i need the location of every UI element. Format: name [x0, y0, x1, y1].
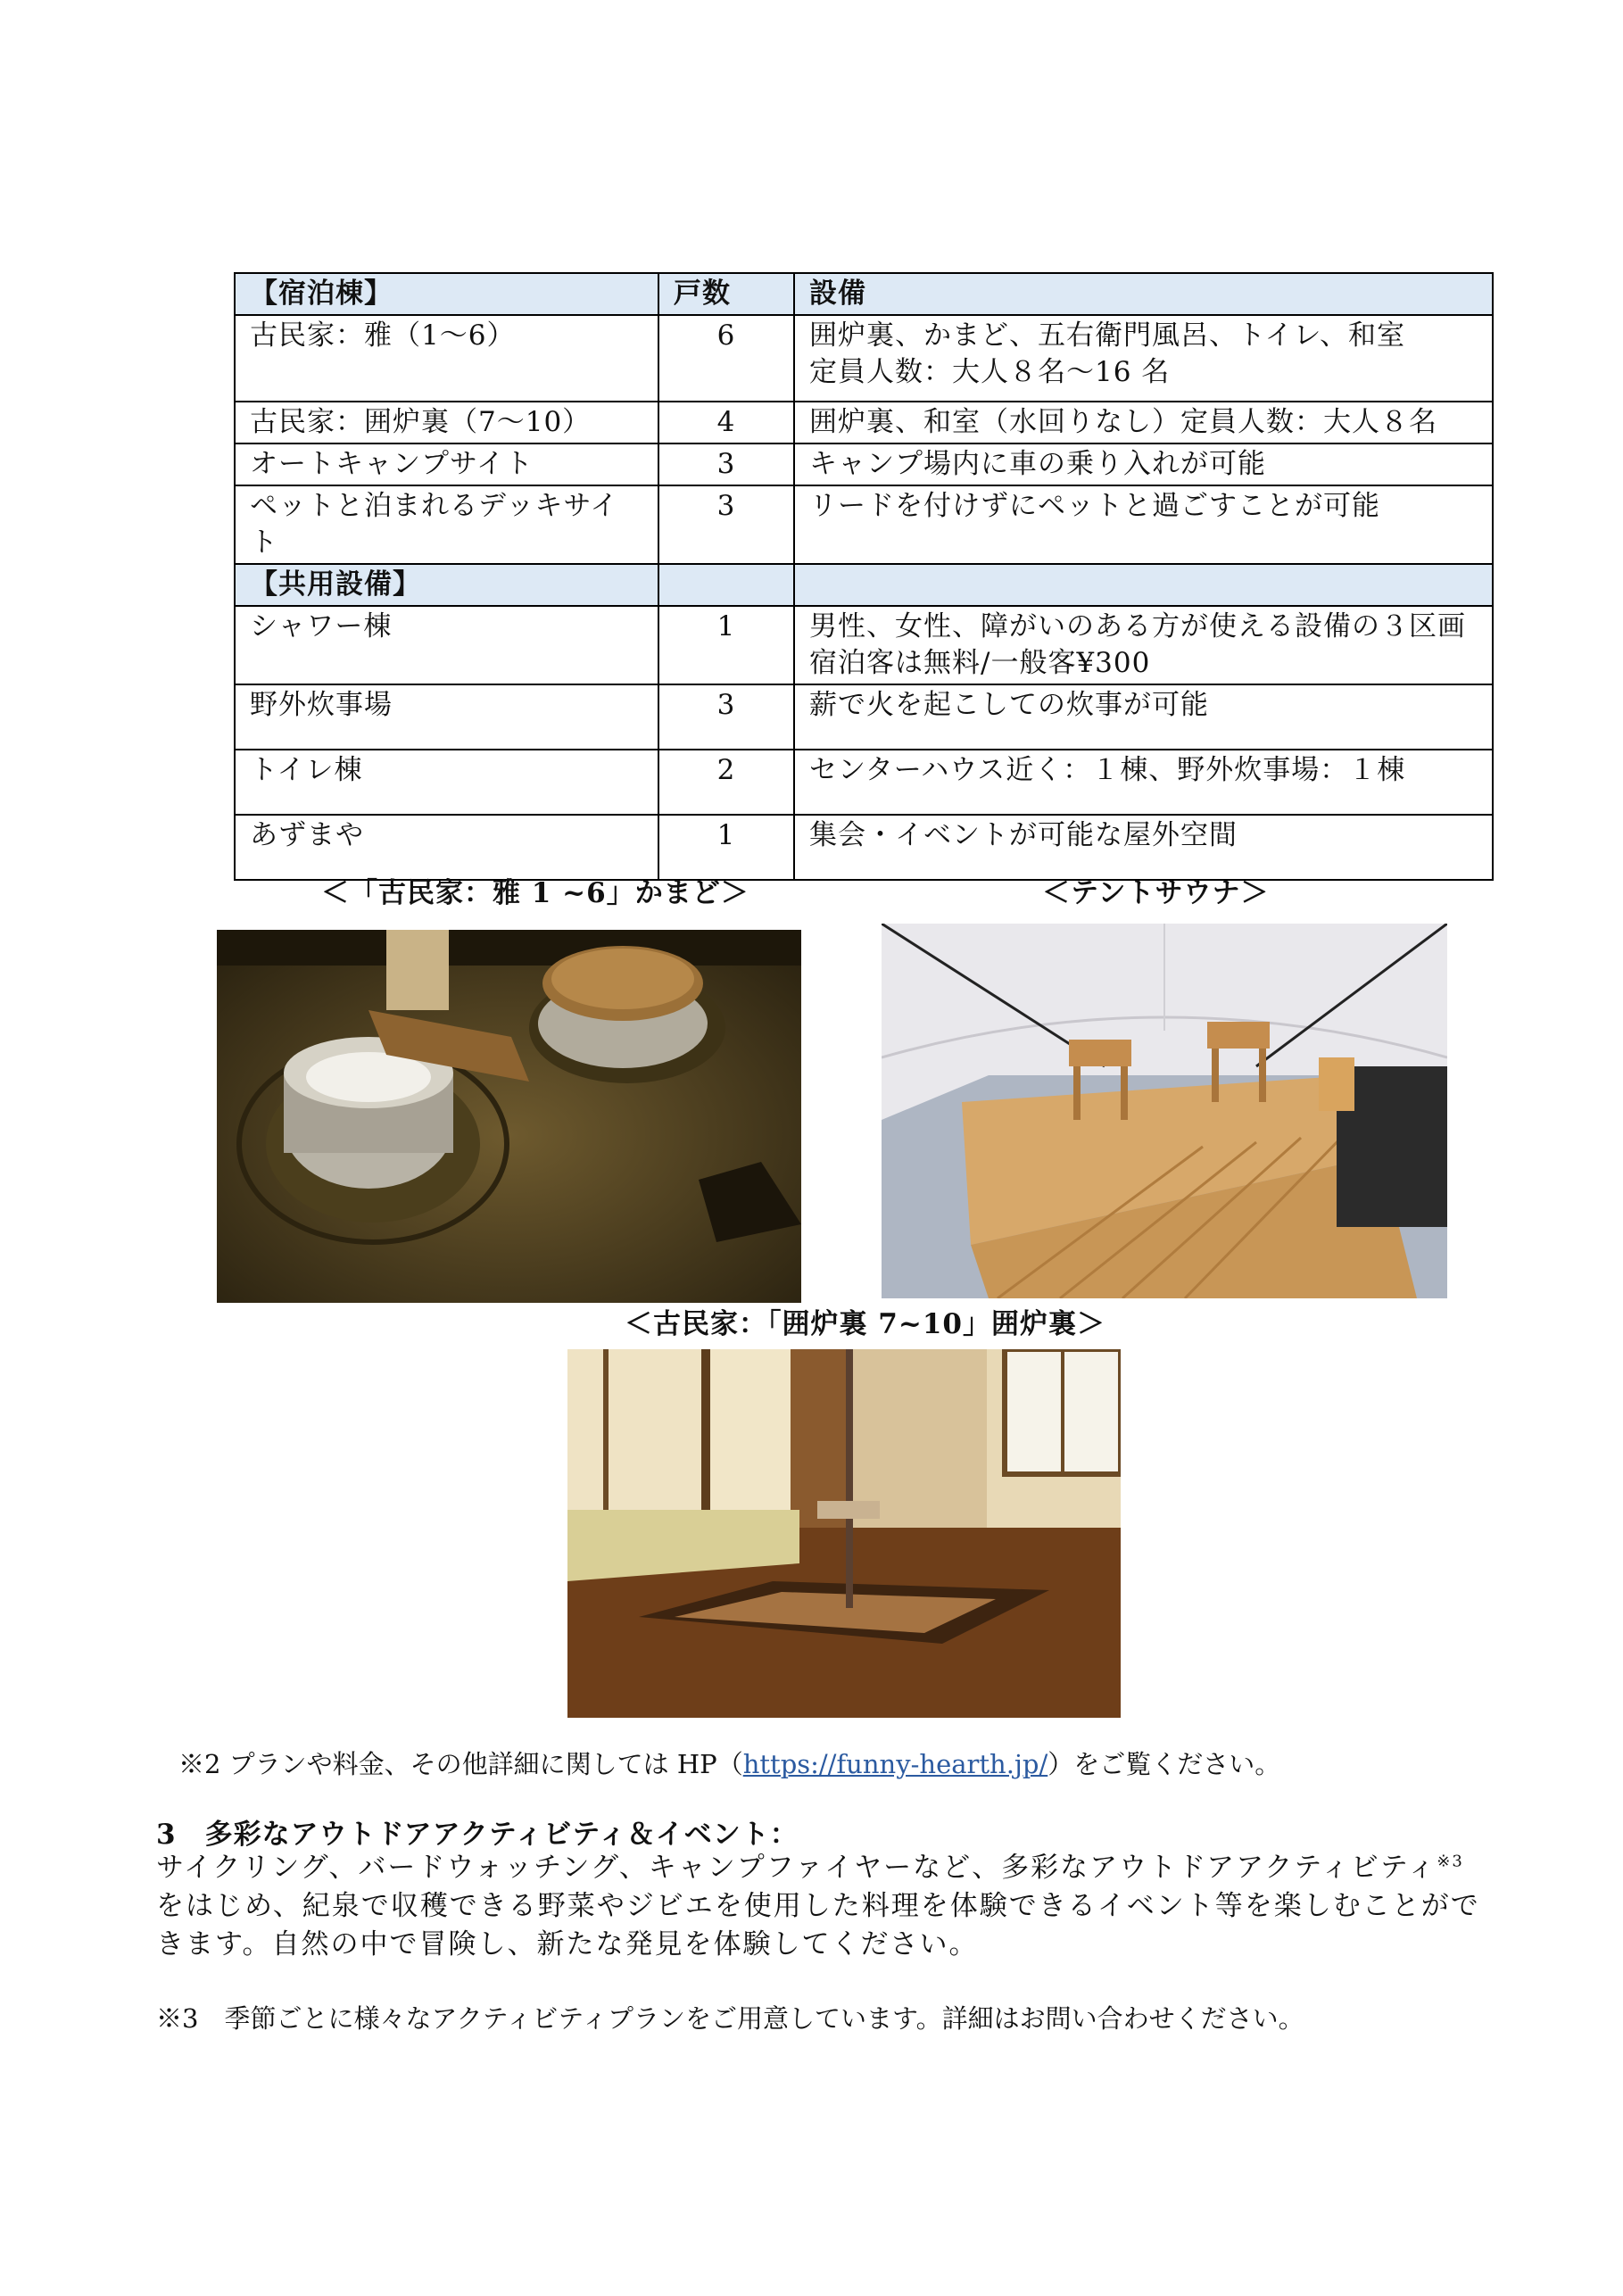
- row-count: 1: [658, 815, 794, 880]
- tent-sauna-photo: [882, 924, 1447, 1298]
- header-equipment: 設備: [794, 273, 1493, 315]
- caption-irori: ＜古民家：「囲炉裏 7~10」囲炉裏＞: [625, 1308, 1105, 1340]
- table-row: [235, 606, 1493, 684]
- caption-kamado: ＜「古民家：雅 1 ~6」かまど＞: [321, 877, 749, 909]
- shared-header: 【共用設備】: [235, 564, 658, 606]
- header-name: 【宿泊棟】: [235, 273, 658, 315]
- row-equipment: 囲炉裏、かまど、五右衛門風呂、トイレ、和室 定員人数：大人８名～16 名: [794, 315, 1493, 402]
- row-name: オートキャンプサイト: [235, 443, 658, 485]
- row-count: 3: [658, 443, 794, 485]
- row-count: 3: [658, 485, 794, 564]
- row-name: トイレ棟: [235, 750, 658, 815]
- table-header-row: [235, 273, 1493, 315]
- row-equipment: 薪で火を起こしての炊事が可能: [794, 684, 1493, 750]
- section-3-body: サイクリング、バードウォッチング、キャンプファイヤーなど、多彩なアウトドアアクティビティ$^{※3}$ をはじめ、紀泉で収穫できる野菜やジビエを使用した料理を体験できるイベント等を楽しむことがで きます。自然の中で冒険し、新たな発見を体験してください。: [156, 1852, 1480, 1960]
- note-3: ※3 季節ごとに様々なアクティビティプランをご用意しています。詳細はお問い合わせください。: [156, 2003, 1304, 2034]
- header-count: 戸数: [658, 273, 794, 315]
- row-count: 2: [658, 750, 794, 815]
- row-name: 古民家：雅（1～6）: [235, 315, 658, 402]
- facilities-table: [234, 272, 1494, 881]
- homepage-link[interactable]: https://funny-hearth.jp/: [742, 1749, 1048, 1779]
- table-row: [235, 750, 1493, 815]
- row-equipment: キャンプ場内に車の乗り入れが可能: [794, 443, 1493, 485]
- note-2: ※2 プランや料金、その他詳細に関しては HP（https://funny-hearth.jp/）をご覧ください。: [178, 1749, 1281, 1779]
- footnote-ref-3: ※3: [1437, 1852, 1464, 1871]
- row-name: 野外炊事場: [235, 684, 658, 750]
- row-name: ペットと泊まれるデッキサイト: [235, 485, 658, 564]
- row-count: 3: [658, 684, 794, 750]
- table-row: [235, 443, 1493, 485]
- table-row: [235, 485, 1493, 564]
- row-equipment: 囲炉裏、和室（水回りなし）定員人数：大人８名: [794, 402, 1493, 443]
- table-row: [235, 684, 1493, 750]
- irori-photo: [567, 1349, 1121, 1718]
- row-equipment: センターハウス近く：１棟、野外炊事場：１棟: [794, 750, 1493, 815]
- section-3-title: 3 多彩なアウトドアアクティビティ＆イベント：: [156, 1819, 799, 1851]
- table-row: [235, 402, 1493, 443]
- shared-header-row: [235, 564, 1493, 606]
- row-equipment: 集会・イベントが可能な屋外空間: [794, 815, 1493, 880]
- row-equipment: 男性、女性、障がいのある方が使える設備の３区画 宿泊客は無料/一般客¥300: [794, 606, 1493, 684]
- kamado-photo: [217, 930, 801, 1303]
- row-count: 6: [658, 315, 794, 402]
- row-name: 古民家：囲炉裏（7～10）: [235, 402, 658, 443]
- caption-sauna: ＜テントサウナ＞: [1042, 877, 1270, 909]
- row-name: あずまや: [235, 815, 658, 880]
- row-count: 4: [658, 402, 794, 443]
- row-equipment: リードを付けずにペットと過ごすことが可能: [794, 485, 1493, 564]
- row-name: シャワー棟: [235, 606, 658, 684]
- row-count: 1: [658, 606, 794, 684]
- table-row: [235, 315, 1493, 402]
